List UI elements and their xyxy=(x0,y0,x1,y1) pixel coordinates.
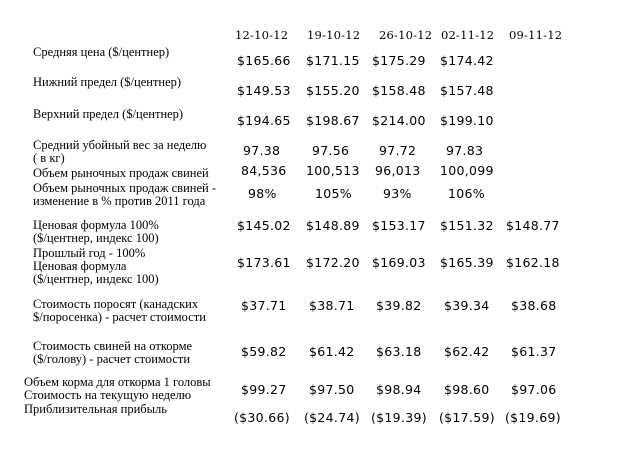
row-label-price-formula: Ценовая формула 100% ($/центнер, индекс 100) xyxy=(33,218,159,245)
value-feed-cost-1: $99.27 xyxy=(241,382,287,397)
value-piglet-cost-1: $37.71 xyxy=(241,298,287,313)
value-piglet-cost-2: $38.71 xyxy=(309,298,355,313)
value-feed-cost-5: $97.06 xyxy=(511,382,557,397)
value-market-volume-1: 84,536 xyxy=(241,163,287,178)
value-feeder-cost-4: $62.42 xyxy=(444,344,490,359)
value-piglet-cost-4: $39.34 xyxy=(444,298,490,313)
row-label-average-price: Средняя цена ($/центнер) xyxy=(33,45,170,59)
value-piglet-cost-3: $39.82 xyxy=(376,298,422,313)
value-price-formula-2: $148.89 xyxy=(306,218,360,233)
row-label-feed-cost: Объем корма для откорма 1 головы Стоимость на текущую неделю xyxy=(24,375,211,402)
value-average-price-4: $174.42 xyxy=(440,53,494,68)
date-header-2: 19-10-12 xyxy=(307,28,361,42)
value-estimated-profit-2: ($24.74) xyxy=(304,410,360,425)
row-label-market-volume: Объем рыночных продаж свиней xyxy=(33,166,209,180)
value-average-price-2: $171.15 xyxy=(306,53,360,68)
value-price-formula-5: $148.77 xyxy=(506,218,560,233)
value-feeder-cost-1: $59.82 xyxy=(241,344,287,359)
date-header-5: 09-11-12 xyxy=(509,28,563,42)
value-volume-change-2: 105% xyxy=(315,186,352,201)
value-upper-limit-4: $199.10 xyxy=(440,113,494,128)
value-carcass-weight-1: 97.38 xyxy=(243,143,281,158)
value-last-year-formula-1: $173.61 xyxy=(237,255,291,270)
row-label-carcass-weight: Средний убойный вес за неделю ( в кг) xyxy=(33,138,207,165)
value-estimated-profit-3: ($19.39) xyxy=(371,410,427,425)
value-last-year-formula-5: $162.18 xyxy=(506,255,560,270)
value-last-year-formula-4: $165.39 xyxy=(440,255,494,270)
value-last-year-formula-3: $169.03 xyxy=(372,255,426,270)
value-lower-limit-2: $155.20 xyxy=(306,83,360,98)
value-lower-limit-1: $149.53 xyxy=(237,83,291,98)
value-average-price-3: $175.29 xyxy=(372,53,426,68)
row-label-last-year-formula: Прошлый год - 100% Ценовая формула ($/центнер, индекс 100) xyxy=(33,246,159,286)
date-header-1: 12-10-12 xyxy=(235,28,289,42)
row-label-lower-limit: Нижний предел ($/центнер) xyxy=(33,75,182,89)
value-feeder-cost-2: $61.42 xyxy=(309,344,355,359)
value-carcass-weight-3: 97.72 xyxy=(379,143,417,158)
value-price-formula-3: $153.17 xyxy=(372,218,426,233)
row-label-upper-limit: Верхний предел ($/центнер) xyxy=(33,107,184,121)
value-upper-limit-2: $198.67 xyxy=(306,113,360,128)
value-estimated-profit-1: ($30.66) xyxy=(234,410,290,425)
value-market-volume-4: 100,099 xyxy=(440,163,494,178)
value-market-volume-2: 100,513 xyxy=(306,163,360,178)
value-volume-change-4: 106% xyxy=(448,186,485,201)
value-last-year-formula-2: $172.20 xyxy=(306,255,360,270)
date-header-4: 02-11-12 xyxy=(441,28,495,42)
row-label-volume-change: Объем рыночных продаж свиней - изменение в % против 2011 года xyxy=(33,181,216,208)
row-label-feeder-cost: Стоимость свиней на откорме ($/голову) - расчет стоимости xyxy=(33,339,193,366)
value-estimated-profit-5: ($19.69) xyxy=(505,410,561,425)
value-carcass-weight-4: 97.83 xyxy=(446,143,484,158)
value-market-volume-3: 96,013 xyxy=(375,163,421,178)
value-volume-change-3: 93% xyxy=(383,186,412,201)
row-label-estimated-profit: Приблизительная прибыль xyxy=(24,402,167,416)
value-piglet-cost-5: $38.68 xyxy=(511,298,557,313)
value-lower-limit-3: $158.48 xyxy=(372,83,426,98)
value-feed-cost-3: $98.94 xyxy=(376,382,422,397)
date-header-3: 26-10-12 xyxy=(379,28,433,42)
value-feed-cost-2: $97.50 xyxy=(309,382,355,397)
value-upper-limit-3: $214.00 xyxy=(372,113,426,128)
value-price-formula-1: $145.02 xyxy=(237,218,291,233)
value-average-price-1: $165.66 xyxy=(237,53,291,68)
value-estimated-profit-4: ($17.59) xyxy=(439,410,495,425)
value-carcass-weight-2: 97.56 xyxy=(312,143,350,158)
value-price-formula-4: $151.32 xyxy=(440,218,494,233)
value-feeder-cost-5: $61.37 xyxy=(511,344,557,359)
value-upper-limit-1: $194.65 xyxy=(237,113,291,128)
value-feed-cost-4: $98.60 xyxy=(444,382,490,397)
value-volume-change-1: 98% xyxy=(248,186,277,201)
row-label-piglet-cost: Стоимость поросят (канадских $/поросенка) - расчет стоимости xyxy=(33,297,206,324)
value-feeder-cost-3: $63.18 xyxy=(376,344,422,359)
value-lower-limit-4: $157.48 xyxy=(440,83,494,98)
